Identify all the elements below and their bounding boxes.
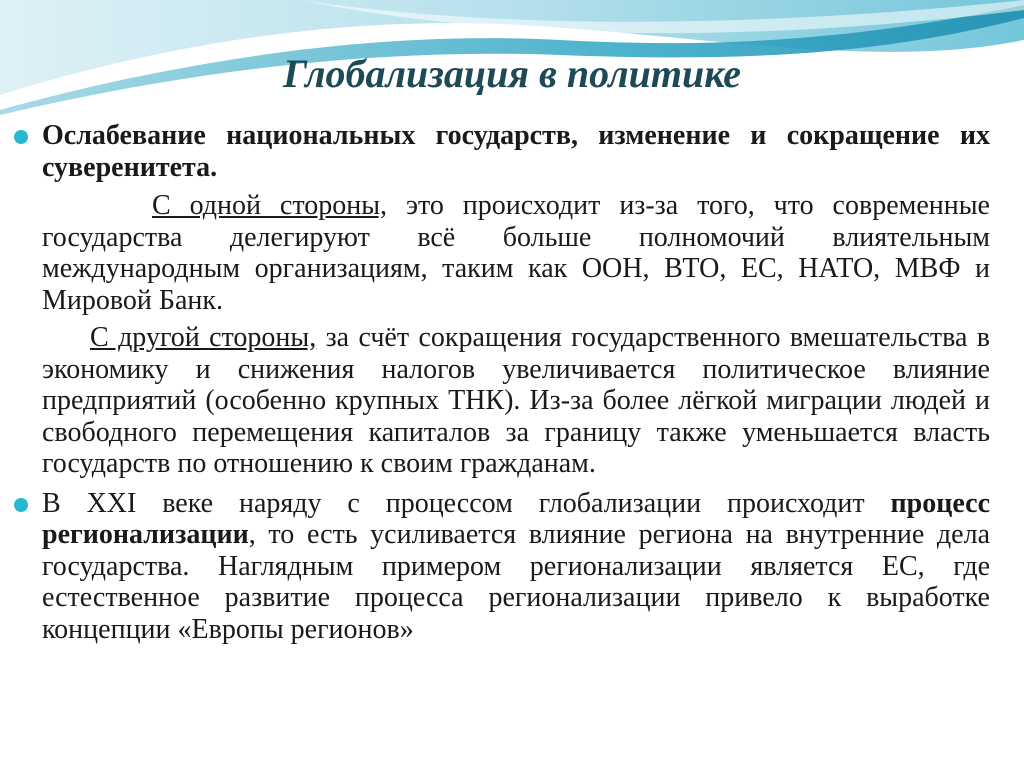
bullet-dot-icon: [14, 498, 28, 512]
bullet-item-1: [8, 120, 990, 480]
bullet-2-paragraph: [42, 488, 990, 646]
slide-content: [8, 120, 990, 645]
bullet-2-text-after: , то есть усиливается влияние региона на внутренние дела государства. Наглядным примером регионализации является ЕС, где естественное развитие процесса регионализации привело к выработке концепции «Европы регионов»: [42, 519, 990, 645]
paragraph-1-text: это происходит из-за того, что современные государства делегируют всё больше полномочий влиятельным международным организациям, таким как ООН, ВТО, ЕС, НАТО, МВФ и Мировой Банк.: [42, 190, 990, 316]
bullet-2-text-before: В XXI веке наряду с процессом глобализации происходит: [42, 487, 891, 519]
paragraph-2-text: за счёт сокращения государственного вмешательства в экономику и снижения налогов увеличивается политическое влияние предприятий (особенно крупных ТНК). Из-за более лёгкой миграции людей и свободного перемещения капиталов за границу также уменьшается власть государств по отношению к своим гражданам.: [42, 322, 990, 479]
bullet-1-paragraph-2: [42, 322, 990, 480]
slide-title: Глобализация в политике: [282, 51, 742, 96]
bullet-dot-icon: [14, 130, 28, 144]
bullet-1-paragraph-1: [42, 190, 990, 316]
bullet-item-2: [8, 488, 990, 646]
bullet-2-bold-term: процесс регионализации: [42, 487, 990, 550]
paragraph-2-lead: С другой стороны,: [90, 322, 317, 353]
bullet-1-heading: Ослабевание национальных государств, изменение и сокращение их суверенитета.: [42, 120, 990, 183]
paragraph-1-lead: С одной стороны,: [152, 190, 388, 221]
